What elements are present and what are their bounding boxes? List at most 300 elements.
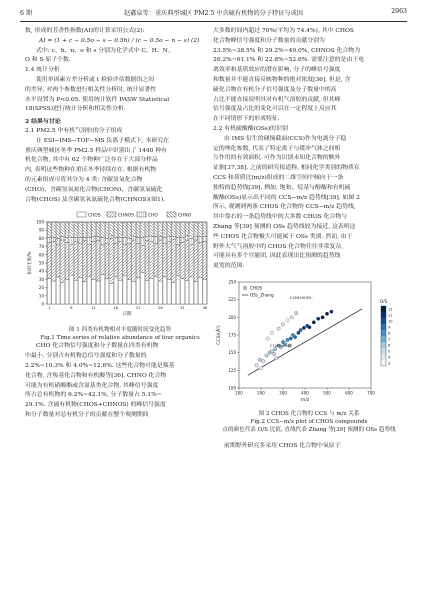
legend-label-chos: CHOS bbox=[250, 285, 263, 291]
colorbar-tick-label: 11 bbox=[388, 313, 393, 318]
stacked-bar-segment-chnos bbox=[141, 246, 145, 273]
x-tick-label: 21 bbox=[135, 306, 141, 311]
stacked-bar-segment-chos bbox=[61, 283, 65, 304]
stacked-bar-segment-cho bbox=[83, 238, 87, 241]
left-column bbox=[25, 27, 215, 421]
x-tick-label: 200 bbox=[257, 390, 265, 396]
stacked-bar-segment-chos bbox=[203, 280, 207, 305]
stacked-bar-segment-chos bbox=[83, 282, 87, 304]
stacked-bar-segment-cho bbox=[101, 238, 105, 245]
stacked-bar-segment-cho bbox=[136, 238, 140, 244]
x-tick-label: 36 bbox=[202, 306, 208, 311]
y-tick-label: 30 bbox=[38, 277, 44, 283]
stacked-bar-segment-chno bbox=[56, 222, 60, 238]
stacked-bar-segment-cho bbox=[199, 237, 203, 243]
stacked-bar-segment-chnos bbox=[159, 240, 163, 281]
colorbar-segment bbox=[381, 342, 386, 348]
stacked-bar-segment-chno bbox=[96, 222, 100, 237]
y-tick-label: 100 bbox=[36, 219, 44, 225]
stacked-bar-segment-chno bbox=[105, 222, 109, 238]
stacked-bar-segment-chos bbox=[123, 276, 127, 305]
stacked-bar-segment-chnos bbox=[119, 242, 123, 281]
chos-data-point bbox=[297, 331, 300, 334]
para-line: 18(SPSS)进行统计分析和相关性分析. bbox=[25, 106, 126, 113]
y-axis-title: CCS/(Å²) bbox=[217, 325, 222, 345]
stacked-bar-segment-chno bbox=[154, 222, 158, 237]
stacked-bar-segment-cho bbox=[154, 237, 158, 244]
y-tick-label: 0 bbox=[41, 301, 44, 307]
chos-data-point bbox=[266, 337, 269, 340]
legend-swatch-chos bbox=[77, 212, 86, 217]
para-line: 离效率和基质效应的潜在影响, 分子的峰信号强度 bbox=[213, 67, 341, 74]
stacked-bar-segment-chno bbox=[74, 222, 78, 238]
stacked-bar-segment-cho bbox=[141, 238, 145, 246]
para-line: 互作用的有效面积, 可作为识别未知化合物的额外 bbox=[213, 155, 341, 162]
para-line: 23.5%~38.5% 和 29.2%~49.0%, CHNOS 化合物为 bbox=[213, 47, 361, 54]
colorbar-segment bbox=[381, 348, 386, 354]
x-tick-label: 600 bbox=[345, 390, 353, 396]
colorbar-tick-label: 4 bbox=[388, 355, 391, 360]
x-tick-label: 300 bbox=[279, 390, 287, 396]
stacked-bar-segment-chnos bbox=[127, 244, 131, 280]
stacked-bar-segment-chnos bbox=[150, 242, 154, 279]
y-axis-title: 相对丰度/% bbox=[28, 251, 33, 275]
y-tick-label: 125 bbox=[228, 367, 236, 373]
page-number: 2963 bbox=[391, 8, 407, 15]
x-tick-label: 16 bbox=[113, 306, 119, 311]
stacked-bar-segment-chno bbox=[199, 222, 203, 237]
chos-data-point bbox=[308, 325, 311, 328]
stacked-bar-segment-chno bbox=[150, 222, 154, 237]
x-tick-label: 11 bbox=[91, 306, 96, 311]
para-line: 可能具有多个官能团, 因此表现出比预测的趋势线 bbox=[213, 253, 341, 260]
para-line: 和分子数量对总有机分子的贡献在整个观测期间 bbox=[25, 411, 149, 418]
stacked-bar-segment-chnos bbox=[203, 242, 207, 280]
colorbar-tick-label: 6 bbox=[388, 343, 391, 348]
figure-1 bbox=[25, 208, 215, 326]
running-header bbox=[20, 8, 407, 20]
stacked-bar-segment-chno bbox=[79, 222, 83, 238]
ccs-mz-scatter-chart bbox=[213, 276, 405, 410]
legend-swatch-cho bbox=[137, 212, 146, 217]
stacked-bar-segment-chos bbox=[87, 276, 91, 304]
stacked-bar-segment-cho bbox=[145, 237, 149, 241]
legend-swatch-chno bbox=[167, 212, 176, 217]
para-line: 的元素组成可将其分为 4 类: 含碳氢氧化合物 bbox=[25, 176, 143, 183]
colorbar-segment bbox=[381, 336, 386, 342]
chos-data-point bbox=[289, 337, 292, 340]
stacked-bar-segment-cho bbox=[92, 237, 96, 242]
chos-data-point bbox=[317, 317, 320, 320]
stacked-bar-segment-chnos bbox=[101, 245, 105, 275]
y-tick-label: 200 bbox=[228, 314, 236, 320]
para-line: CHO 化合物信号强度和分子数量在四类有机物 bbox=[36, 343, 159, 350]
stacked-bar-segment-chos bbox=[47, 279, 51, 304]
para-line: 前期野外研究多采用 CHOS 化合物中氧原子 bbox=[224, 442, 341, 449]
intro-block bbox=[25, 27, 215, 66]
stacked-bar-segment-cho bbox=[123, 238, 127, 245]
stacked-bar-segment-chno bbox=[181, 222, 185, 238]
para-line: 26.2%~61.1% 和 22.8%~52.6%. 需要注意的是由于电 bbox=[213, 57, 365, 64]
stacked-bar-segment-cho bbox=[194, 237, 198, 240]
section-heading-1-4: 1.4 统计分析 bbox=[25, 67, 60, 74]
stacked-bar-segment-chno bbox=[172, 222, 176, 237]
section-heading-2-1: 2.1 PM2.5 中有机气溶胶的分子组成 bbox=[25, 127, 123, 134]
stacked-bar-segment-cho bbox=[52, 238, 56, 242]
y-tick-label: 20 bbox=[38, 285, 44, 291]
chos-data-point bbox=[302, 326, 305, 329]
stacked-bar-segment-chos bbox=[141, 273, 145, 304]
stacked-bar-segment-chnos bbox=[163, 244, 167, 278]
para-line: 中最小, 分别占有机物总信号强度和分子数量的 bbox=[25, 353, 147, 360]
stacked-bar-segment-chos bbox=[172, 283, 176, 304]
chos-data-point bbox=[258, 358, 261, 361]
colorbar-segment bbox=[381, 324, 386, 330]
stacked-bar-segment-chos bbox=[181, 279, 185, 304]
stacked-bar-segment-cho bbox=[79, 238, 83, 244]
stacked-bar-segment-cho bbox=[172, 237, 176, 239]
chos-data-point bbox=[286, 338, 289, 341]
stacked-bar-segment-chnos bbox=[114, 244, 118, 278]
stacked-bar-segment-cho bbox=[47, 238, 51, 243]
para-line: 由 IMS 衍生的碰撞截面(CCS)作为电离分子稳 bbox=[224, 135, 347, 142]
stacked-bar-segment-chno bbox=[145, 222, 149, 237]
y-tick-label: 90 bbox=[38, 228, 44, 234]
stacked-bar-segment-chnos bbox=[190, 244, 194, 277]
x-tick-label: 400 bbox=[301, 390, 309, 396]
stacked-bar-segment-chnos bbox=[123, 244, 127, 275]
stacked-bar-segment-chno bbox=[101, 222, 105, 238]
stacked-bar-segment-chos bbox=[119, 281, 123, 305]
stacked-bar-segment-chnos bbox=[172, 240, 176, 283]
para-line: 大多数时间内超过 70%(平均为 74.4%), 其中 CHOS bbox=[213, 28, 354, 34]
colorbar-segment bbox=[381, 312, 386, 318]
ai-equation: AI = (1 + c − 0.5o − s − 0.5h) / (c − 0.5o − n − s) (2) bbox=[39, 37, 200, 44]
stacked-bar-segment-chnos bbox=[65, 243, 69, 280]
fig2-caption-cn: 图 2 CHOS 化合物的 CCS 与 m/z 关系 bbox=[258, 410, 360, 417]
stacked-bar-segment-cho bbox=[132, 237, 136, 240]
y-tick-label: 10 bbox=[38, 293, 44, 299]
stacked-bar-segment-chos bbox=[176, 276, 180, 305]
stacked-bar-segment-chnos bbox=[105, 244, 109, 279]
colorbar-tick-label: 5 bbox=[388, 349, 391, 354]
stacked-bar-segment-chnos bbox=[92, 242, 96, 280]
chos-data-point bbox=[281, 323, 284, 326]
para-line: 可能为有机硝酸酯或含氮基类化合物, 其峰信号强度 bbox=[25, 382, 159, 389]
para-line: 信号强度及占比的变化可以在一定程度上反应其 bbox=[213, 106, 337, 113]
para-line: 酸酯(OSs)显示出不同的 CCS−m/z 趋势线[39]. 如图 2 bbox=[213, 194, 360, 201]
stacked-bar-segment-cho bbox=[190, 239, 194, 245]
para-line: 重庆典型城区冬季 PM2.5 样品中识别出了 1440 种有 bbox=[25, 147, 167, 154]
stacked-bar-segment-chnos bbox=[136, 244, 140, 278]
stacked-bar-segment-chos bbox=[92, 280, 96, 305]
stacked-bar-segment-chos bbox=[145, 281, 149, 305]
stacked-bar-segment-chos bbox=[190, 277, 194, 304]
para-line: Zhang 等[39] 预测的 OSs 趋势线较为接近, 这表明这 bbox=[213, 223, 356, 230]
stacked-bar-segment-cho bbox=[159, 237, 163, 240]
x-tick-label: 1 bbox=[48, 306, 51, 311]
stacked-bar-segment-cho bbox=[87, 238, 91, 245]
chos-data-point bbox=[293, 335, 296, 338]
stacked-bar-segment-chnos bbox=[87, 244, 91, 276]
header-rule bbox=[20, 21, 407, 22]
legend-marker-chos bbox=[243, 286, 247, 290]
stacked-bar-segment-chno bbox=[190, 222, 194, 238]
para-line: 证据[37,38]. 之前的研究报道称, 相同化学类别的物质在 bbox=[213, 165, 360, 172]
fig1-caption-cn: 图 1 四类有机物相对丰度随时间变化趋势 bbox=[68, 327, 172, 334]
x-axis-title: 日期 bbox=[122, 312, 132, 318]
stacked-bar-segment-chos bbox=[110, 284, 114, 305]
para-line: 使用单因素方差分析或 t 检验评估数据组之间 bbox=[36, 76, 155, 83]
stacked-bar-segment-chno bbox=[176, 222, 180, 238]
legend-label-chnos: CHNOS bbox=[118, 213, 134, 219]
para-line: (CHO)、含碳氢氧氮化合物(CHON)、含碳氢氧硫化 bbox=[25, 186, 163, 193]
fig2-caption-en: Fig.2 CCS−m/z plot of CHOS compounds bbox=[250, 418, 368, 425]
intro-line: 数, 形成的芳香性指数(AI)的计算采用公式(2): bbox=[25, 28, 145, 34]
stacked-bar-segment-chos bbox=[127, 280, 131, 305]
x-tick-label: 700 bbox=[367, 390, 375, 396]
stacked-bar-segment-cho bbox=[203, 237, 207, 242]
x-tick-label: 26 bbox=[158, 306, 163, 311]
stacked-bar-segment-chos bbox=[114, 277, 118, 304]
chos-data-point bbox=[330, 310, 333, 313]
stacked-bar-segment-chos bbox=[105, 279, 109, 304]
stacked-bar-segment-chnos bbox=[70, 244, 74, 275]
y-tick-label: 70 bbox=[38, 244, 44, 250]
para-line: 些 CHOS 化合物极大可能属于 OSs 类别. 然而, 由于 bbox=[213, 233, 353, 240]
intro-line: O 和 S 原子个数. bbox=[25, 57, 71, 64]
stacked-bar-segment-chos bbox=[194, 282, 198, 304]
stacked-bar-segment-chnos bbox=[83, 241, 87, 282]
stacked-bar-segment-chnos bbox=[61, 240, 65, 283]
legend-label-chno: CHNO bbox=[178, 213, 192, 219]
chos-data-point bbox=[259, 366, 262, 369]
colorbar-tick-label: 3 bbox=[388, 361, 391, 366]
stacked-bar-segment-chnos bbox=[185, 240, 189, 280]
para-line: 和数量并不能直接反映物种的绝对浓度[36], 但是, 含 bbox=[213, 76, 351, 83]
colorbar-tick-label: 12 bbox=[388, 307, 393, 312]
stacked-bar-segment-cho bbox=[163, 238, 167, 244]
y-tick-label: 175 bbox=[228, 332, 236, 338]
figure-2 bbox=[213, 276, 405, 410]
para-line: 更宽的范围. bbox=[213, 263, 245, 270]
stacked-bar-segment-chos bbox=[74, 281, 78, 305]
para-line: 所示, 观测到两条 CHOS 化合物的 CCS−m/z 趋势线, bbox=[213, 204, 356, 211]
chos-data-point bbox=[277, 327, 280, 330]
stacked-bar-segment-chnos bbox=[154, 244, 158, 277]
y-tick-label: 40 bbox=[38, 269, 44, 275]
para-line: 其中靠右的一条趋势线中的大多数 CHOS 化合物与 bbox=[213, 214, 348, 221]
stacked-bar-segment-chno bbox=[87, 222, 91, 238]
stacked-bar-segment-cho bbox=[61, 237, 65, 240]
stacked-bar-segment-chos bbox=[154, 276, 158, 304]
stacked-bar-segment-chos bbox=[150, 279, 154, 304]
right-column bbox=[213, 27, 405, 452]
stacked-bar-segment-cho bbox=[70, 238, 74, 245]
chos-data-point bbox=[275, 357, 278, 360]
legend-label-cho: CHO bbox=[148, 213, 158, 219]
legend-swatch-chnos bbox=[107, 212, 116, 217]
stacked-bar-segment-cho bbox=[167, 237, 171, 242]
stacked-bar-segment-chnos bbox=[79, 244, 83, 278]
stacked-bar-segment-chno bbox=[123, 222, 127, 238]
stacked-bar-segment-chno bbox=[119, 222, 123, 238]
para-line: 所占总有机物的 6.2%~42.1%, 分子数量占 5.1%~ bbox=[25, 392, 162, 399]
stacked-bar-segment-chos bbox=[199, 278, 203, 304]
chos-data-point bbox=[270, 349, 273, 352]
para-line: 2.2%~10.3% 和 4.0%~12.6%. 这些化合物可能是羰基 bbox=[25, 362, 175, 369]
stacked-bar-segment-chnos bbox=[110, 239, 114, 284]
stacked-bar-segment-chno bbox=[92, 222, 96, 237]
para-line: 占比不能直接说明其对有机气溶胶的贡献, 但其峰 bbox=[213, 96, 341, 103]
stacked-bar-segment-chnos bbox=[74, 242, 78, 281]
chos-data-point bbox=[290, 316, 293, 319]
stacked-bar-segment-cho bbox=[56, 239, 60, 245]
stacked-bar-segment-chnos bbox=[199, 243, 203, 278]
stacked-bar-segment-chos bbox=[70, 276, 74, 305]
section-heading-2-2: 2.2 有机硫酸酯(OSs)的识别 bbox=[213, 125, 288, 132]
issue-number: 6 期 bbox=[20, 10, 33, 17]
stacked-bar-segment-chos bbox=[56, 277, 60, 304]
para-line: 水平设置为 P<0.05. 使用统计软件 PASW Statistical bbox=[25, 96, 170, 103]
y-tick-label: 250 bbox=[228, 279, 236, 285]
chos-data-point bbox=[273, 352, 276, 355]
stacked-bar-segment-cho bbox=[185, 236, 189, 240]
para-line: 硫化合物在有机分子信号强度及分子数量中的高 bbox=[213, 86, 337, 93]
stacked-bar-segment-chno bbox=[132, 222, 136, 237]
legend-label-oss: OSs_Zhang bbox=[250, 292, 274, 298]
stacked-bar-segment-chnos bbox=[132, 240, 136, 282]
x-tick-label: 6 bbox=[70, 306, 73, 311]
stacked-bar-segment-cho bbox=[105, 239, 109, 244]
stacked-bar-segment-chnos bbox=[56, 244, 60, 277]
stacked-bar-segment-chno bbox=[52, 222, 56, 238]
intro-line: 式中: c、h、n、o 和 s 分别为化学式中 C、H、N、 bbox=[36, 47, 174, 54]
x-tick-label: 100 bbox=[235, 390, 243, 396]
stacked-bar-segment-chno bbox=[127, 222, 131, 238]
chos-data-point bbox=[270, 331, 273, 334]
fig2-caption-note: 点的颜色代表 O/S 比值, 直线代表 Zhang 等[39] 预测的 OSs 趋势线 bbox=[222, 426, 396, 433]
colorbar-segment bbox=[381, 318, 386, 324]
running-title: 赵鑫泉等：重庆典型城区 PM2.5 中含硫有机物的分子特征与成因 bbox=[124, 10, 303, 17]
para-line: 在 ESI−IMS−TOF−MS 负离子模式下, 本研究在 bbox=[36, 137, 170, 144]
stacked-bar-segment-chno bbox=[163, 222, 167, 238]
stacked-bar-segment-chos bbox=[159, 281, 163, 304]
stacked-bar-segment-chno bbox=[141, 222, 145, 238]
stacked-bar-segment-cho bbox=[110, 236, 114, 238]
stacked-bar-segment-chno bbox=[70, 222, 74, 238]
colorbar-segment bbox=[381, 360, 386, 366]
chos-data-point bbox=[265, 354, 268, 357]
stacked-bar-segment-cho bbox=[96, 237, 100, 241]
stacked-bar-segment-cho bbox=[65, 238, 69, 243]
annotation-label: C12H24O4S⁻ bbox=[269, 343, 294, 348]
para-line: 定的理化参数, 代表了特定离子与缓冲气体之间相 bbox=[213, 145, 341, 152]
stacked-bar-segment-cho bbox=[181, 238, 185, 243]
stacked-bar-segment-chnos bbox=[181, 243, 185, 279]
y-tick-label: 50 bbox=[38, 260, 44, 266]
stacked-bar-segment-cho bbox=[150, 237, 154, 242]
stacked-bar-segment-chnos bbox=[96, 241, 100, 281]
stacked-bar-segment-cho bbox=[74, 238, 78, 242]
chos-data-point bbox=[299, 328, 302, 331]
para-line: 29.1%. 含硫有机物(CHOS+CHNOS) 的峰信号强度 bbox=[25, 402, 166, 409]
stacked-bar-segment-chnos bbox=[167, 242, 171, 280]
stacked-bar-segment-chos bbox=[136, 278, 140, 304]
stacked-bar-segment-chos bbox=[52, 281, 56, 304]
stacked-bar-segment-chnos bbox=[194, 240, 198, 282]
stacked-bar-segment-cho bbox=[114, 238, 118, 244]
para-line: 独特的趋势线[39]. 例如, 饱和、烷基与醇酸和有机硫 bbox=[213, 184, 351, 191]
stacked-bar-segment-chno bbox=[47, 222, 51, 238]
x-axis-title: m/z bbox=[300, 397, 310, 403]
para-line: 合物(CHOS) 及含碳氢氧氮硫化合物(CHNOS)(图1). bbox=[25, 196, 166, 203]
stacked-bar-segment-chno bbox=[136, 222, 140, 238]
y-tick-label: 150 bbox=[228, 350, 236, 356]
stacked-bar-segment-chos bbox=[185, 281, 189, 305]
stacked-bar-segment-chos bbox=[163, 277, 167, 304]
x-tick-label: 500 bbox=[323, 390, 331, 396]
colorbar-segment bbox=[381, 306, 386, 312]
stacked-bar-segment-chno bbox=[185, 222, 189, 236]
colorbar-tick-label: 7 bbox=[388, 337, 391, 342]
stacked-bar-segment-chos bbox=[167, 280, 171, 305]
stacked-bar-segment-chos bbox=[96, 281, 100, 304]
y-tick-label: 225 bbox=[228, 297, 236, 303]
x-tick-label: 31 bbox=[180, 306, 185, 311]
y-tick-label: 100 bbox=[228, 385, 236, 391]
chos-data-point bbox=[325, 312, 328, 315]
fig1-caption-en: Fig.1 Time series of relative abundance of four organics bbox=[40, 335, 200, 342]
y-tick-label: 80 bbox=[38, 236, 44, 242]
para-line: 化合物, 含羧基化合物和有机酸等[36]. CHNO 化合物 bbox=[25, 372, 167, 379]
chos-data-point bbox=[286, 318, 289, 321]
stacked-bar-segment-cho bbox=[176, 238, 180, 245]
stacked-bar-segment-chos bbox=[101, 275, 105, 305]
para-line: 机化合物, 其中有 62 个物种广泛存在于大部分样品 bbox=[25, 157, 158, 164]
stacked-bar-segment-chos bbox=[132, 282, 136, 304]
stacked-bar-segment-chno bbox=[83, 222, 87, 238]
stacked-bar-segment-cho bbox=[119, 238, 123, 242]
annotation-label: C16H29O5S⁻ bbox=[289, 295, 314, 300]
y-tick-label: 60 bbox=[38, 252, 44, 258]
colorbar-segment bbox=[381, 354, 386, 360]
stacked-bar-segment-chos bbox=[79, 278, 83, 304]
para-line: 化合物峰信号强度和分子数量的贡献分别为 bbox=[213, 37, 325, 44]
stacked-bar-segment-chnos bbox=[176, 245, 180, 275]
para-line: CCS 和荷质比(m/z)组成的二维空间中倾向于一条 bbox=[213, 174, 344, 181]
colorbar-title: O/S bbox=[379, 298, 388, 304]
stacked-bar-segment-chno bbox=[61, 222, 65, 237]
colorbar-tick-label: 8 bbox=[388, 331, 391, 336]
stacked-bar-segment-chnos bbox=[145, 241, 149, 280]
stacked-bar-segment-chno bbox=[65, 222, 69, 238]
colorbar-tick-label: 10 bbox=[388, 319, 393, 324]
legend-label-chos: CHOS bbox=[88, 213, 101, 219]
relative-abundance-chart bbox=[25, 208, 215, 326]
chos-data-point bbox=[321, 316, 324, 319]
stacked-bar-segment-chos bbox=[65, 280, 69, 305]
chos-data-point bbox=[255, 364, 258, 367]
chos-data-point bbox=[295, 311, 298, 314]
para-line: 内, 表明这些物种在重庆冬季持续存在. 根据有机物 bbox=[25, 167, 157, 174]
stacked-bar-segment-chno bbox=[203, 222, 207, 237]
stacked-bar-segment-chno bbox=[114, 222, 118, 238]
stacked-bar-segment-chno bbox=[159, 222, 163, 237]
chos-data-point bbox=[262, 359, 265, 362]
stacked-bar-segment-cho bbox=[127, 239, 131, 244]
para-line: 的差异, 对两个参数进行相关性分析时, 统计显著性 bbox=[25, 86, 157, 93]
